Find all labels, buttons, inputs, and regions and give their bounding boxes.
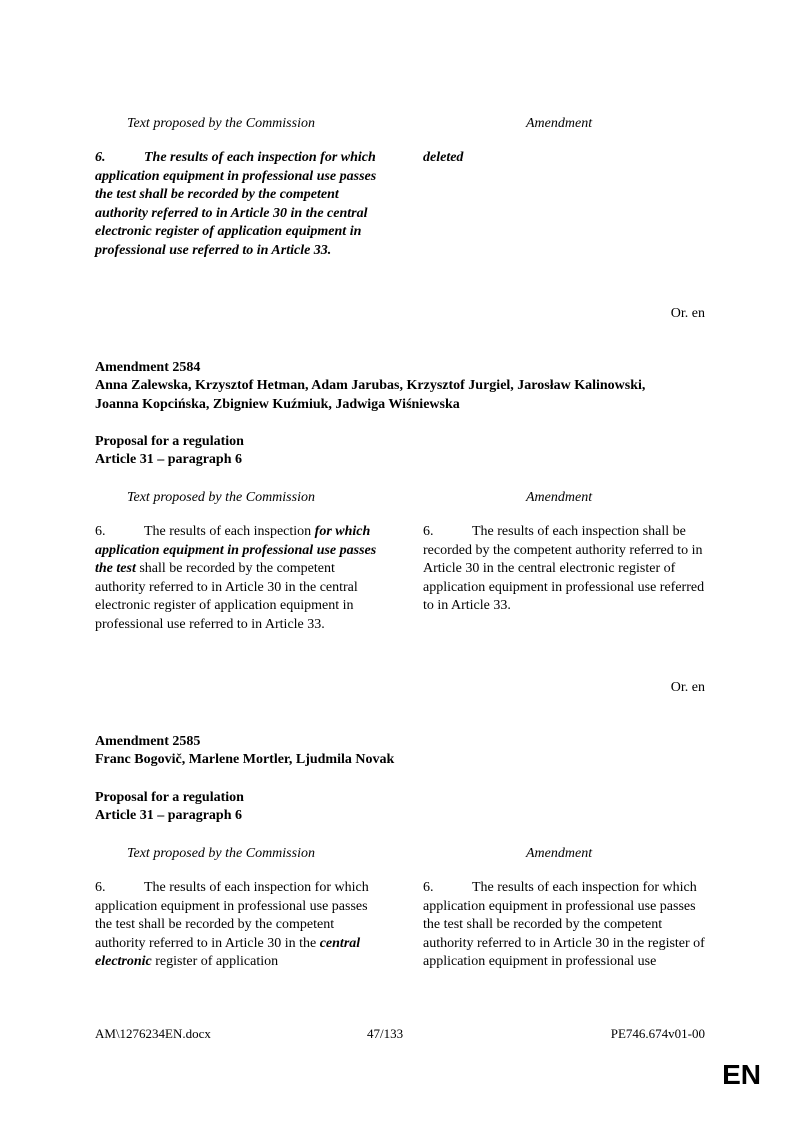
amendment-text (423, 879, 710, 972)
changed-text-highlight: central electronic (95, 935, 361, 970)
article-reference: Article 31 – paragraph 6 (95, 808, 242, 823)
deleted-text-highlight: for which application equipment in professional use passes the test (95, 524, 377, 577)
footer-pe-ref: PE746.674v01-00 (610, 1026, 705, 1041)
paragraph-text: The results of each inspection shall be recorded by the competent authority referred to in Article 30 in the central electronic register of application equipment in professional use referred to in Article 33. (423, 524, 705, 614)
column-header-amendment: Amendment (526, 846, 593, 861)
paragraph-number: 6. (95, 880, 106, 895)
commission-text (95, 149, 382, 261)
paragraph-text: The results of each inspection for which application equipment in professional use passes the test shall be recorded by the competent authority referred to in Article 30 in the central electronic register of application equipment in professional use referred to in Article 33. (95, 150, 377, 258)
column-header-amendment: Amendment (526, 116, 593, 131)
article-reference: Article 31 – paragraph 6 (95, 452, 242, 467)
proposal-label: Proposal for a regulation (95, 434, 244, 449)
footer-doc-ref: AM\1276234EN.docx (95, 1026, 211, 1041)
paragraph-number: 6. (95, 150, 106, 165)
amendment-text-deleted: deleted (423, 150, 464, 165)
paragraph-number: 6. (95, 524, 106, 539)
column-header-amendment: Amendment (526, 490, 593, 505)
proposal-label: Proposal for a regulation (95, 790, 244, 805)
paragraph-text-end: register of application (151, 954, 279, 970)
amendment-title: Amendment 2584 (95, 360, 201, 375)
paragraph-text-end: shall be recorded by the competent authority referred to in Article 30 in the central electronic register of application equipment in professional use referred to in Article 33. (95, 561, 358, 632)
amendment-title: Amendment 2585 (95, 734, 201, 749)
amendment-text (423, 523, 710, 616)
footer-page-number: 47/133 (367, 1026, 404, 1041)
paragraph-text: The results of each inspection for which application equipment in professional use passes the test shall be recorded by the competent authority referred to in Article 30 in the (95, 880, 369, 951)
language-badge: EN (722, 1059, 761, 1090)
commission-text (95, 523, 382, 635)
amendment-authors: Anna Zalewska, Krzysztof Hetman, Adam Jarubas, Krzysztof Jurgiel, Jarosław Kalinowski, Joanna Kopcińska, Zbigniew Kuźmiuk, Jadwiga Wiśniewska (95, 378, 646, 412)
column-header-commission: Text proposed by the Commission (127, 490, 315, 505)
column-header-commission: Text proposed by the Commission (127, 116, 315, 131)
paragraph-text: The results of each inspection (144, 524, 315, 539)
commission-text (95, 879, 382, 972)
origin-language: Or. en (670, 680, 705, 695)
paragraph-number: 6. (423, 524, 434, 539)
paragraph-text: The results of each inspection for which application equipment in professional use passes the test shall be recorded by the competent authority referred to in Article 30 in the register of application equipment in professional use (423, 880, 705, 970)
origin-language: Or. en (670, 306, 705, 321)
paragraph-number: 6. (423, 880, 434, 895)
column-header-commission: Text proposed by the Commission (127, 846, 315, 861)
amendment-authors: Franc Bogovič, Marlene Mortler, Ljudmila Novak (95, 752, 395, 767)
